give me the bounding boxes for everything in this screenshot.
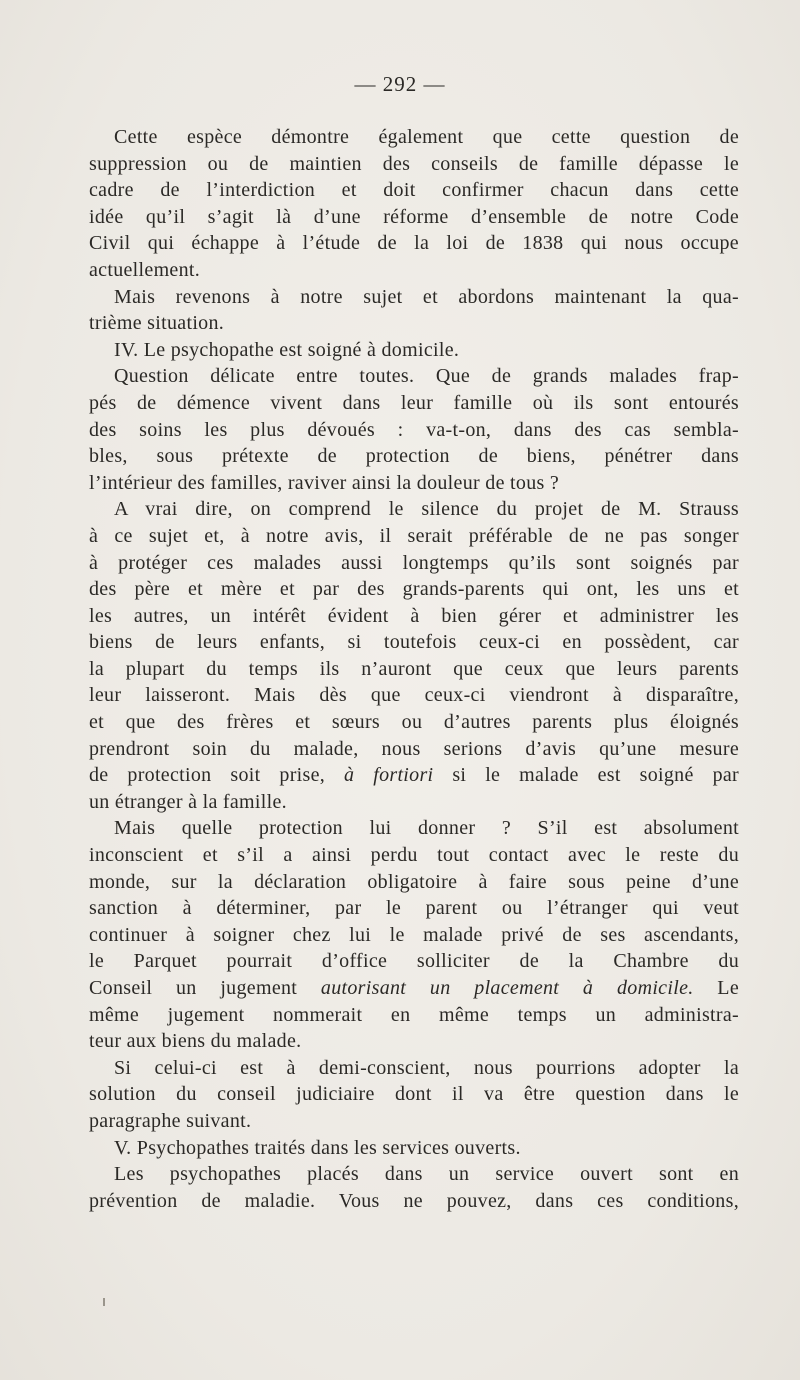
page-number: — 292 — bbox=[354, 72, 446, 96]
text-line: inconscient et s’il a ainsi perdu tout contact avec le reste du bbox=[89, 844, 739, 867]
text-line: Civil qui échappe à l’étude de la loi de 1838 qui nous occupe bbox=[89, 232, 739, 255]
text-line: actuellement. bbox=[89, 258, 201, 281]
text-line: des soins les plus dévoués : va-t-on, dans des cas sembla- bbox=[89, 418, 739, 441]
text-line: trième situation. bbox=[89, 312, 225, 335]
text-line: les autres, un intérêt évident à bien gérer et administrer les bbox=[89, 604, 739, 627]
text-line: idée qu’il s’agit là d’une réforme d’ensemble de notre Code bbox=[89, 205, 739, 228]
text-line: paragraphe suivant. bbox=[89, 1109, 252, 1132]
text-line bbox=[89, 975, 739, 1002]
text-line: continuer à soigner chez lui le malade privé de ses ascendants, bbox=[89, 923, 739, 946]
text-line: Cette espèce démontre également que cette question de bbox=[114, 126, 739, 148]
text-line: même jugement nommerait en même temps un administra- bbox=[89, 1003, 739, 1026]
text-line bbox=[89, 762, 739, 789]
text-line: Mais revenons à notre sujet et abordons maintenant la qua- bbox=[114, 285, 739, 308]
text-line: sanction à déterminer, par le parent ou l’étranger qui veut bbox=[89, 897, 739, 920]
text-line: des père et mère et par des grands-parents qui ont, les uns et bbox=[89, 578, 739, 601]
text-line: Si celui-ci est à demi-conscient, nous pourrions adopter la bbox=[114, 1056, 739, 1079]
body-text bbox=[89, 124, 739, 1214]
text-line: prendront soin du malade, nous serions d’avis qu’une mesure bbox=[89, 737, 739, 760]
text-line: et que des frères et sœurs ou d’autres parents plus éloignés bbox=[89, 711, 739, 734]
text-line: la plupart du temps ils n’auront que ceux que leurs parents bbox=[89, 657, 739, 680]
text-line: cadre de l’interdiction et doit confirmer chacun dans cette bbox=[89, 179, 739, 202]
text-line: pés de démence vivent dans leur famille où ils sont entourés bbox=[89, 391, 739, 414]
text-line: Les psychopathes placés dans un service ouvert sont en bbox=[114, 1163, 739, 1186]
text-line: biens de leurs enfants, si toutefois ceux-ci en possèdent, car bbox=[89, 631, 739, 654]
text-line: IV. Le psychopathe est soigné à domicile. bbox=[114, 338, 460, 361]
text-segment: si le malade est soigné par bbox=[433, 764, 740, 787]
text-line: l’intérieur des familles, raviver ainsi la douleur de tous ? bbox=[89, 471, 560, 494]
text-line: Question délicate entre toutes. Que de grands malades frap- bbox=[114, 365, 739, 388]
text-segment: Conseil un jugement bbox=[89, 977, 321, 999]
text-line: V. Psychopathes traités dans les services ouverts. bbox=[114, 1136, 521, 1159]
text-segment: Le bbox=[693, 977, 739, 999]
text-line: bles, sous prétexte de protection de biens, pénétrer dans bbox=[89, 445, 739, 468]
text-line: le Parquet pourrait d’office solliciter de la Chambre du bbox=[89, 950, 739, 973]
paper-speck bbox=[103, 1298, 105, 1306]
text-line: un étranger à la famille. bbox=[89, 790, 287, 813]
text-line: Mais quelle protection lui donner ? S’il est absolument bbox=[114, 817, 739, 840]
text-line: solution du conseil judiciaire dont il va être question dans le bbox=[89, 1083, 739, 1106]
text-line: leur laisseront. Mais dès que ceux-ci viendront à disparaître, bbox=[89, 684, 739, 707]
text-line: prévention de maladie. Vous ne pouvez, dans ces conditions, bbox=[89, 1189, 739, 1212]
text-line: suppression ou de maintien des conseils de famille dépasse le bbox=[89, 152, 739, 175]
italic-text: autorisant un placement à domicile. bbox=[320, 977, 694, 999]
text-line: A vrai dire, on comprend le silence du projet de M. Strauss bbox=[114, 498, 739, 521]
text-line: à ce sujet et, à notre avis, il serait préférable de ne pas songer bbox=[89, 524, 739, 547]
text-line: à protéger ces malades aussi longtemps qu’ils sont soignés par bbox=[89, 551, 739, 574]
italic-text: à fortiori bbox=[344, 764, 434, 787]
text-segment: de protection soit prise, bbox=[89, 764, 344, 787]
text-line: monde, sur la déclaration obligatoire à faire sous peine d’une bbox=[89, 870, 739, 893]
text-line: teur aux biens du malade. bbox=[89, 1030, 302, 1053]
